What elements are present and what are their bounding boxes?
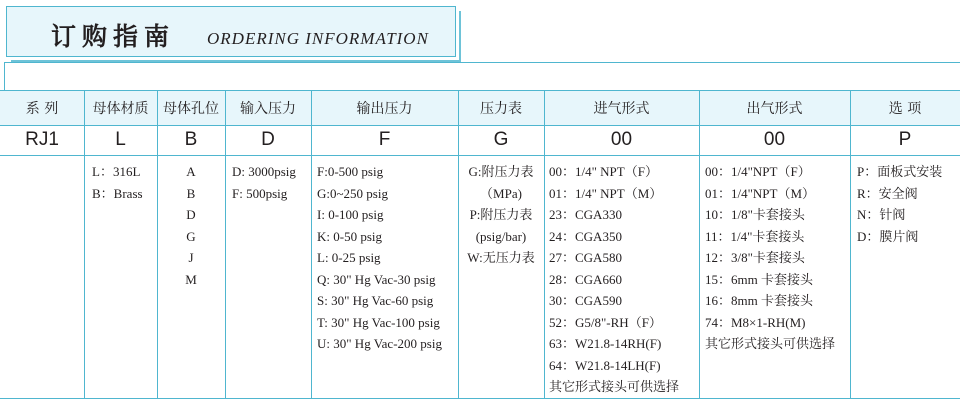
material-item: B：Brass — [92, 185, 143, 201]
page-title-chinese: 订购指南 — [51, 22, 176, 51]
header-outlet-pressure: 输出压力 — [356, 100, 413, 117]
table-body — [0, 155, 960, 399]
outlet-pressure-item: T: 30" Hg Vac-100 psig — [317, 314, 440, 330]
code-options: P — [898, 129, 912, 150]
inlet-type-item: 63：W21.8-14RH(F) — [549, 336, 662, 351]
option-item: D：膜片阀 — [857, 228, 919, 244]
inlet-pressure-item: F: 500psig — [232, 185, 288, 201]
code-gauge: G — [493, 129, 509, 150]
inlet-type-item: 24：CGA350 — [549, 228, 622, 244]
grid-col-divider — [699, 90, 700, 399]
option-item: P：面板式安装 — [857, 164, 943, 179]
page-title-english: ORDERING INFORMATION — [207, 29, 429, 48]
code-row — [0, 125, 960, 155]
outlet-type-item: 15：6mm 卡套接头 — [705, 271, 813, 287]
inlet-type-item: 00：1/4" NPT（F） — [549, 164, 658, 179]
grid-col-divider — [311, 90, 312, 399]
inlet-type-item: 其它形式接头可供选择 — [549, 379, 680, 394]
grid-col-divider — [850, 90, 851, 399]
outlet-type-item: 11：1/4"卡套接头 — [705, 228, 805, 244]
inlet-type-item: 64：W21.8-14LH(F) — [549, 357, 661, 373]
grid-line-code-bottom — [0, 155, 960, 156]
outlet-type-item: 12：3/8"卡套接头 — [705, 250, 805, 265]
header-row — [0, 90, 960, 125]
port-item: D — [186, 207, 196, 222]
material-item: L：316L — [92, 164, 141, 179]
code-inlet-pressure: D — [261, 129, 275, 150]
inlet-type-item: 52：G5/8"-RH（F） — [549, 314, 662, 330]
code-inlet-type: 00 — [610, 129, 633, 150]
outlet-type-item: 00：1/4"NPT（F） — [705, 164, 811, 179]
ports-list — [157, 161, 225, 290]
gauge-list — [458, 161, 544, 269]
inlet-pressure-list — [232, 161, 296, 204]
inlet-type-item: 30：CGA590 — [549, 293, 622, 308]
gauge-item: G:附压力表 — [468, 164, 534, 179]
gauge-item: W:无压力表 — [467, 250, 535, 265]
inlet-type-item: 01：1/4" NPT（M） — [549, 185, 663, 201]
header-outlet-type: 出气形式 — [746, 100, 803, 117]
inlet-type-list — [549, 161, 679, 398]
outlet-pressure-item: S: 30" Hg Vac-60 psig — [317, 293, 434, 308]
header-material: 母体材质 — [92, 100, 149, 117]
code-ports: B — [184, 129, 198, 150]
outlet-type-item: 10：1/8"卡套接头 — [705, 207, 805, 222]
outlet-pressure-item: Q: 30" Hg Vac-30 psig — [317, 271, 436, 287]
outlet-pressure-list — [317, 161, 442, 355]
options-list — [857, 161, 942, 247]
grid-line-header-bottom — [0, 125, 960, 126]
outlet-pressure-item: F:0-500 psig — [317, 164, 384, 179]
option-item: R：安全阀 — [857, 185, 918, 201]
header-ports: 母体孔位 — [163, 100, 219, 117]
outlet-pressure-item: K: 0-50 psig — [317, 228, 382, 244]
code-series: RJ1 — [25, 129, 59, 150]
grid-line-top — [0, 90, 960, 91]
grid-col-divider — [544, 90, 545, 399]
port-item: B — [186, 185, 196, 201]
frame-top-line — [4, 62, 960, 63]
port-item: M — [185, 271, 197, 287]
gauge-item: (psig/bar) — [475, 228, 527, 244]
grid-col-divider — [458, 90, 459, 399]
grid-col-divider — [225, 90, 226, 399]
outlet-type-item: 其它形式接头可供选择 — [705, 336, 836, 351]
header-inlet-type: 进气形式 — [593, 100, 650, 117]
material-list — [92, 161, 143, 204]
title-box — [6, 6, 456, 57]
inlet-type-item: 27：CGA580 — [549, 250, 622, 265]
header-inlet-pressure: 输入压力 — [240, 100, 296, 117]
grid-col-divider — [84, 90, 85, 399]
code-outlet-type: 00 — [763, 129, 786, 150]
inlet-pressure-item: D: 3000psig — [232, 164, 296, 179]
grid-line-bottom — [0, 398, 960, 399]
port-item: J — [188, 250, 194, 265]
outlet-type-list — [705, 161, 835, 355]
inlet-type-item: 23：CGA330 — [549, 207, 622, 222]
outlet-type-item: 16：8mm 卡套接头 — [705, 293, 813, 308]
grid-col-divider — [157, 90, 158, 399]
port-item: G — [186, 228, 196, 244]
outlet-type-item: 74：M8×1-RH(M) — [705, 314, 806, 330]
gauge-item: （MPa) — [480, 185, 522, 201]
option-item: N：针阀 — [857, 207, 906, 222]
header-gauge: 压力表 — [480, 100, 522, 117]
outlet-pressure-item: I: 0-100 psig — [317, 207, 384, 222]
frame-left-line — [4, 62, 5, 90]
outlet-type-item: 01：1/4"NPT（M） — [705, 185, 816, 201]
outlet-pressure-item: U: 30" Hg Vac-200 psig — [317, 336, 442, 351]
outlet-pressure-item: L: 0-25 psig — [317, 250, 381, 265]
code-outlet-pressure: F — [378, 129, 391, 150]
gauge-item: P:附压力表 — [469, 207, 533, 222]
outlet-pressure-item: G:0~250 psig — [317, 185, 388, 201]
inlet-type-item: 28：CGA660 — [549, 271, 622, 287]
header-options: 选 项 — [888, 100, 922, 117]
header-series: 系 列 — [25, 100, 59, 117]
port-item: A — [186, 164, 196, 179]
code-material: L — [115, 129, 126, 150]
